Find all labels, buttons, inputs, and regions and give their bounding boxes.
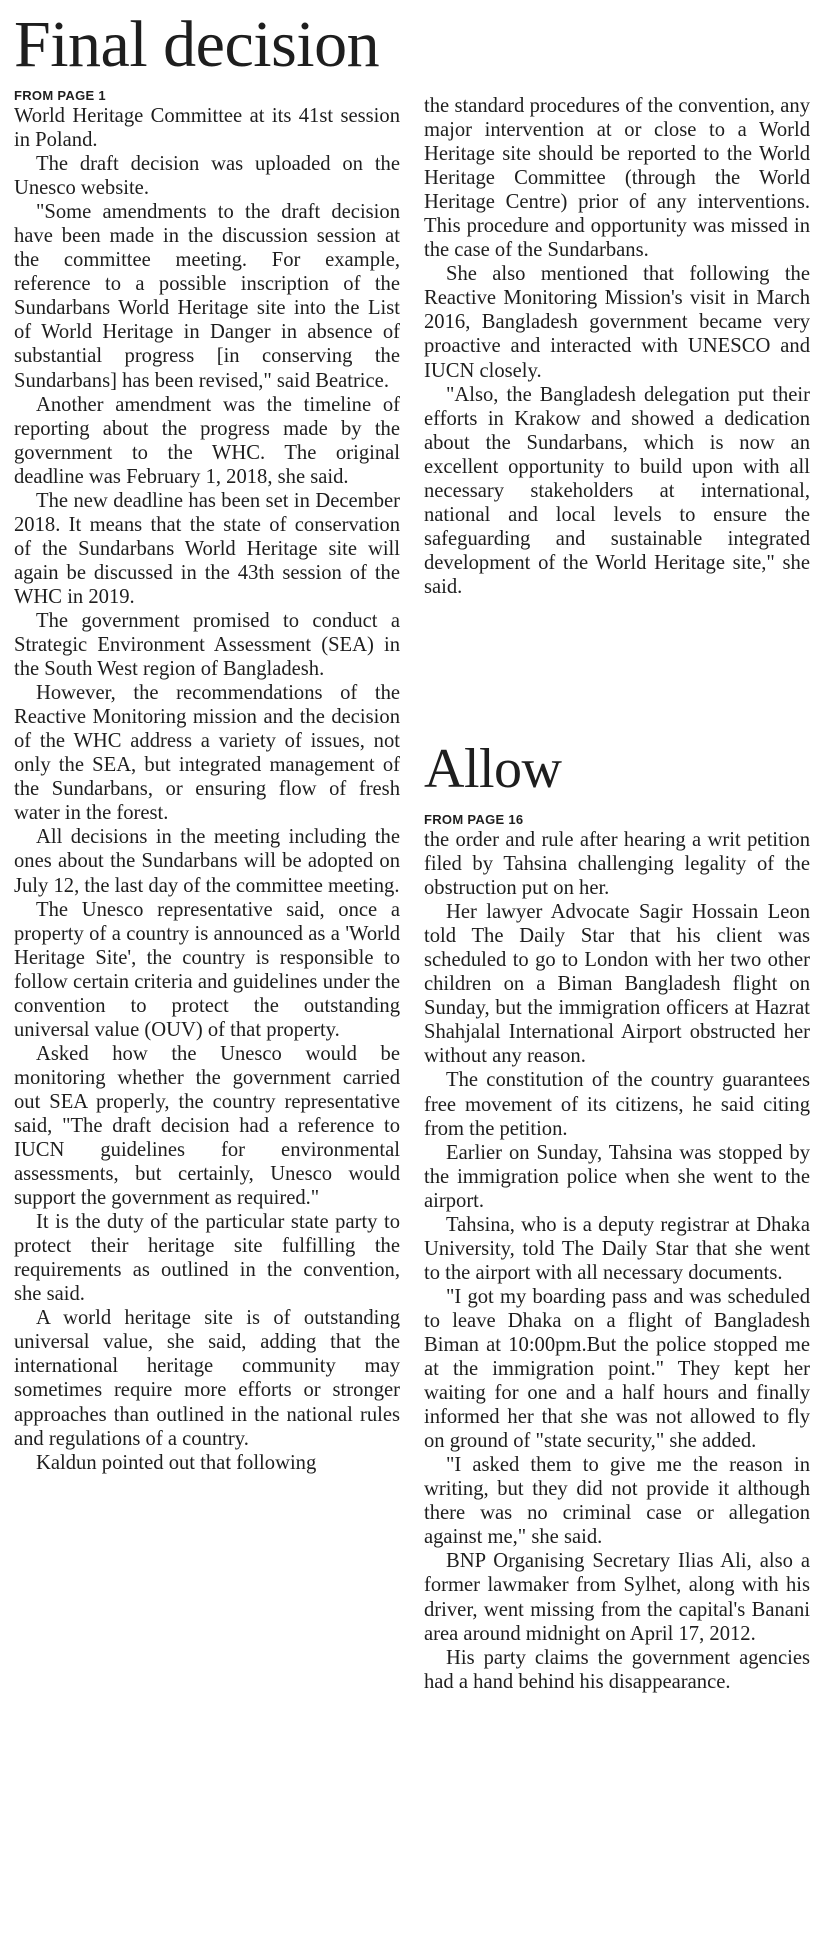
paragraph: A world heritage site is of outstanding universal value, she said, adding that the international heritage community may sometimes require more efforts or stronger approaches than outlined in the national rules and regulations of a country. — [14, 1307, 400, 1450]
paragraph: "I asked them to give me the reason in writing, but they did not provide it although there was no criminal case or allegation against me," she said. — [424, 1454, 810, 1549]
from-page-label: FROM PAGE 1 — [14, 88, 106, 103]
article-column-allow — [424, 812, 810, 1694]
paragraph: The government promised to conduct a Strategic Environment Assessment (SEA) in the South West region of Bangladesh. — [14, 609, 400, 681]
article-headline-final-decision: Final decision — [14, 8, 380, 81]
paragraph: Earlier on Sunday, Tahsina was stopped by the immigration police when she went to the airport. — [424, 1141, 810, 1212]
paragraph: World Heritage Committee at its 41st session in Poland. — [14, 105, 400, 152]
paragraph: All decisions in the meeting including the ones about the Sundarbans will be adopted on July 12, the last day of the committee meeting. — [14, 826, 400, 897]
paragraph: the standard procedures of the convention, any major intervention at or close to a World Heritage site should be reported to the World Heritage Committee (through the World Heritage Centre) prior of any interventions. This procedure and opportunity was missed in the case of the Sundarbans. — [424, 95, 810, 262]
article-column-right-continued — [424, 94, 810, 599]
paragraph: Asked how the Unesco would be monitoring whether the government carried out SEA properly, the country representative said, "The draft decision had a reference to IUCN guidelines for environmental assessments, but certainly, Unesco would support the government as required." — [14, 1042, 400, 1210]
article-headline-allow: Allow — [424, 738, 562, 800]
paragraph: "Some amendments to the draft decision have been made in the discussion session at the committee meeting. For example, reference to a possible inscription of the Sundarbans World Heritage site into the List of World Heritage in Danger in absence of substantial progress [in conserving the Sundarbans] has been revised," said Beatrice. — [14, 201, 400, 392]
paragraph: "I got my boarding pass and was scheduled to leave Dhaka on a flight of Bangladesh Biman at 10:00pm.But the police stopped me at the immigration point." They kept her waiting for one and a half hours and finally informed her that she was not allowed to fly on ground of "state security," she added. — [424, 1285, 810, 1453]
paragraph: Another amendment was the timeline of reporting about the progress made by the government to the WHC. The original deadline was February 1, 2018, she said. — [14, 393, 400, 488]
paragraph: She also mentioned that following the Reactive Monitoring Mission's visit in March 2016, Bangladesh government became very proactive and interacted with UNESCO and IUCN closely. — [424, 263, 810, 382]
paragraph: Her lawyer Advocate Sagir Hossain Leon told The Daily Star that his client was scheduled to go to London with her two other children on a Biman Bangladesh flight on Sunday, but the immigration officers at Hazrat Shahjalal International Airport obstructed her without any reason. — [424, 901, 810, 1068]
paragraph: "Also, the Bangladesh delegation put their efforts in Krakow and showed a dedication about the Sundarbans, which is now an excellent opportunity to build upon with all necessary stakeholders at international, national and local levels to ensure the safeguarding and sustainable integrated development of the World Heritage site," she said. — [424, 383, 810, 598]
paragraph: The Unesco representative said, once a property of a country is announced as a 'World Heritage Site', the country is responsible to follow certain criteria and guidelines under the convention to protect the outstanding universal value (OUV) of that property. — [14, 898, 400, 1041]
paragraph: the order and rule after hearing a writ petition filed by Tahsina challenging legality of the obstruction put on her. — [424, 829, 810, 900]
paragraph: Kaldun pointed out that following — [36, 1451, 317, 1474]
paragraph: However, the recommendations of the Reactive Monitoring mission and the decision of the WHC address a variety of issues, not only the SEA, but integrated management of the Sundarbans, or ensuring flow of fresh water in the forest. — [14, 682, 400, 825]
paragraph: His party claims the government agencies had a hand behind his disappearance. — [424, 1646, 810, 1693]
from-page-label: FROM PAGE 16 — [424, 812, 524, 827]
paragraph: The constitution of the country guarantees free movement of its citizens, he said citing from the petition. — [424, 1069, 810, 1140]
paragraph: BNP Organising Secretary Ilias Ali, also a former lawmaker from Sylhet, along with his driver, went missing from the capital's Banani area around midnight on April 17, 2012. — [424, 1550, 810, 1645]
paragraph: The new deadline has been set in December 2018. It means that the state of conservation of the Sundarbans World Heritage site will again be discussed in the 43th session of the WHC in 2019. — [14, 489, 400, 608]
paragraph: It is the duty of the particular state party to protect their heritage site fulfilling the requirements as outlined in the convention, she said. — [14, 1211, 400, 1306]
article-column-left — [14, 88, 400, 1475]
paragraph: Tahsina, who is a deputy registrar at Dhaka University, told The Daily Star that she went to the airport with all necessary documents. — [424, 1213, 810, 1284]
paragraph: The draft decision was uploaded on the Unesco website. — [14, 153, 400, 200]
